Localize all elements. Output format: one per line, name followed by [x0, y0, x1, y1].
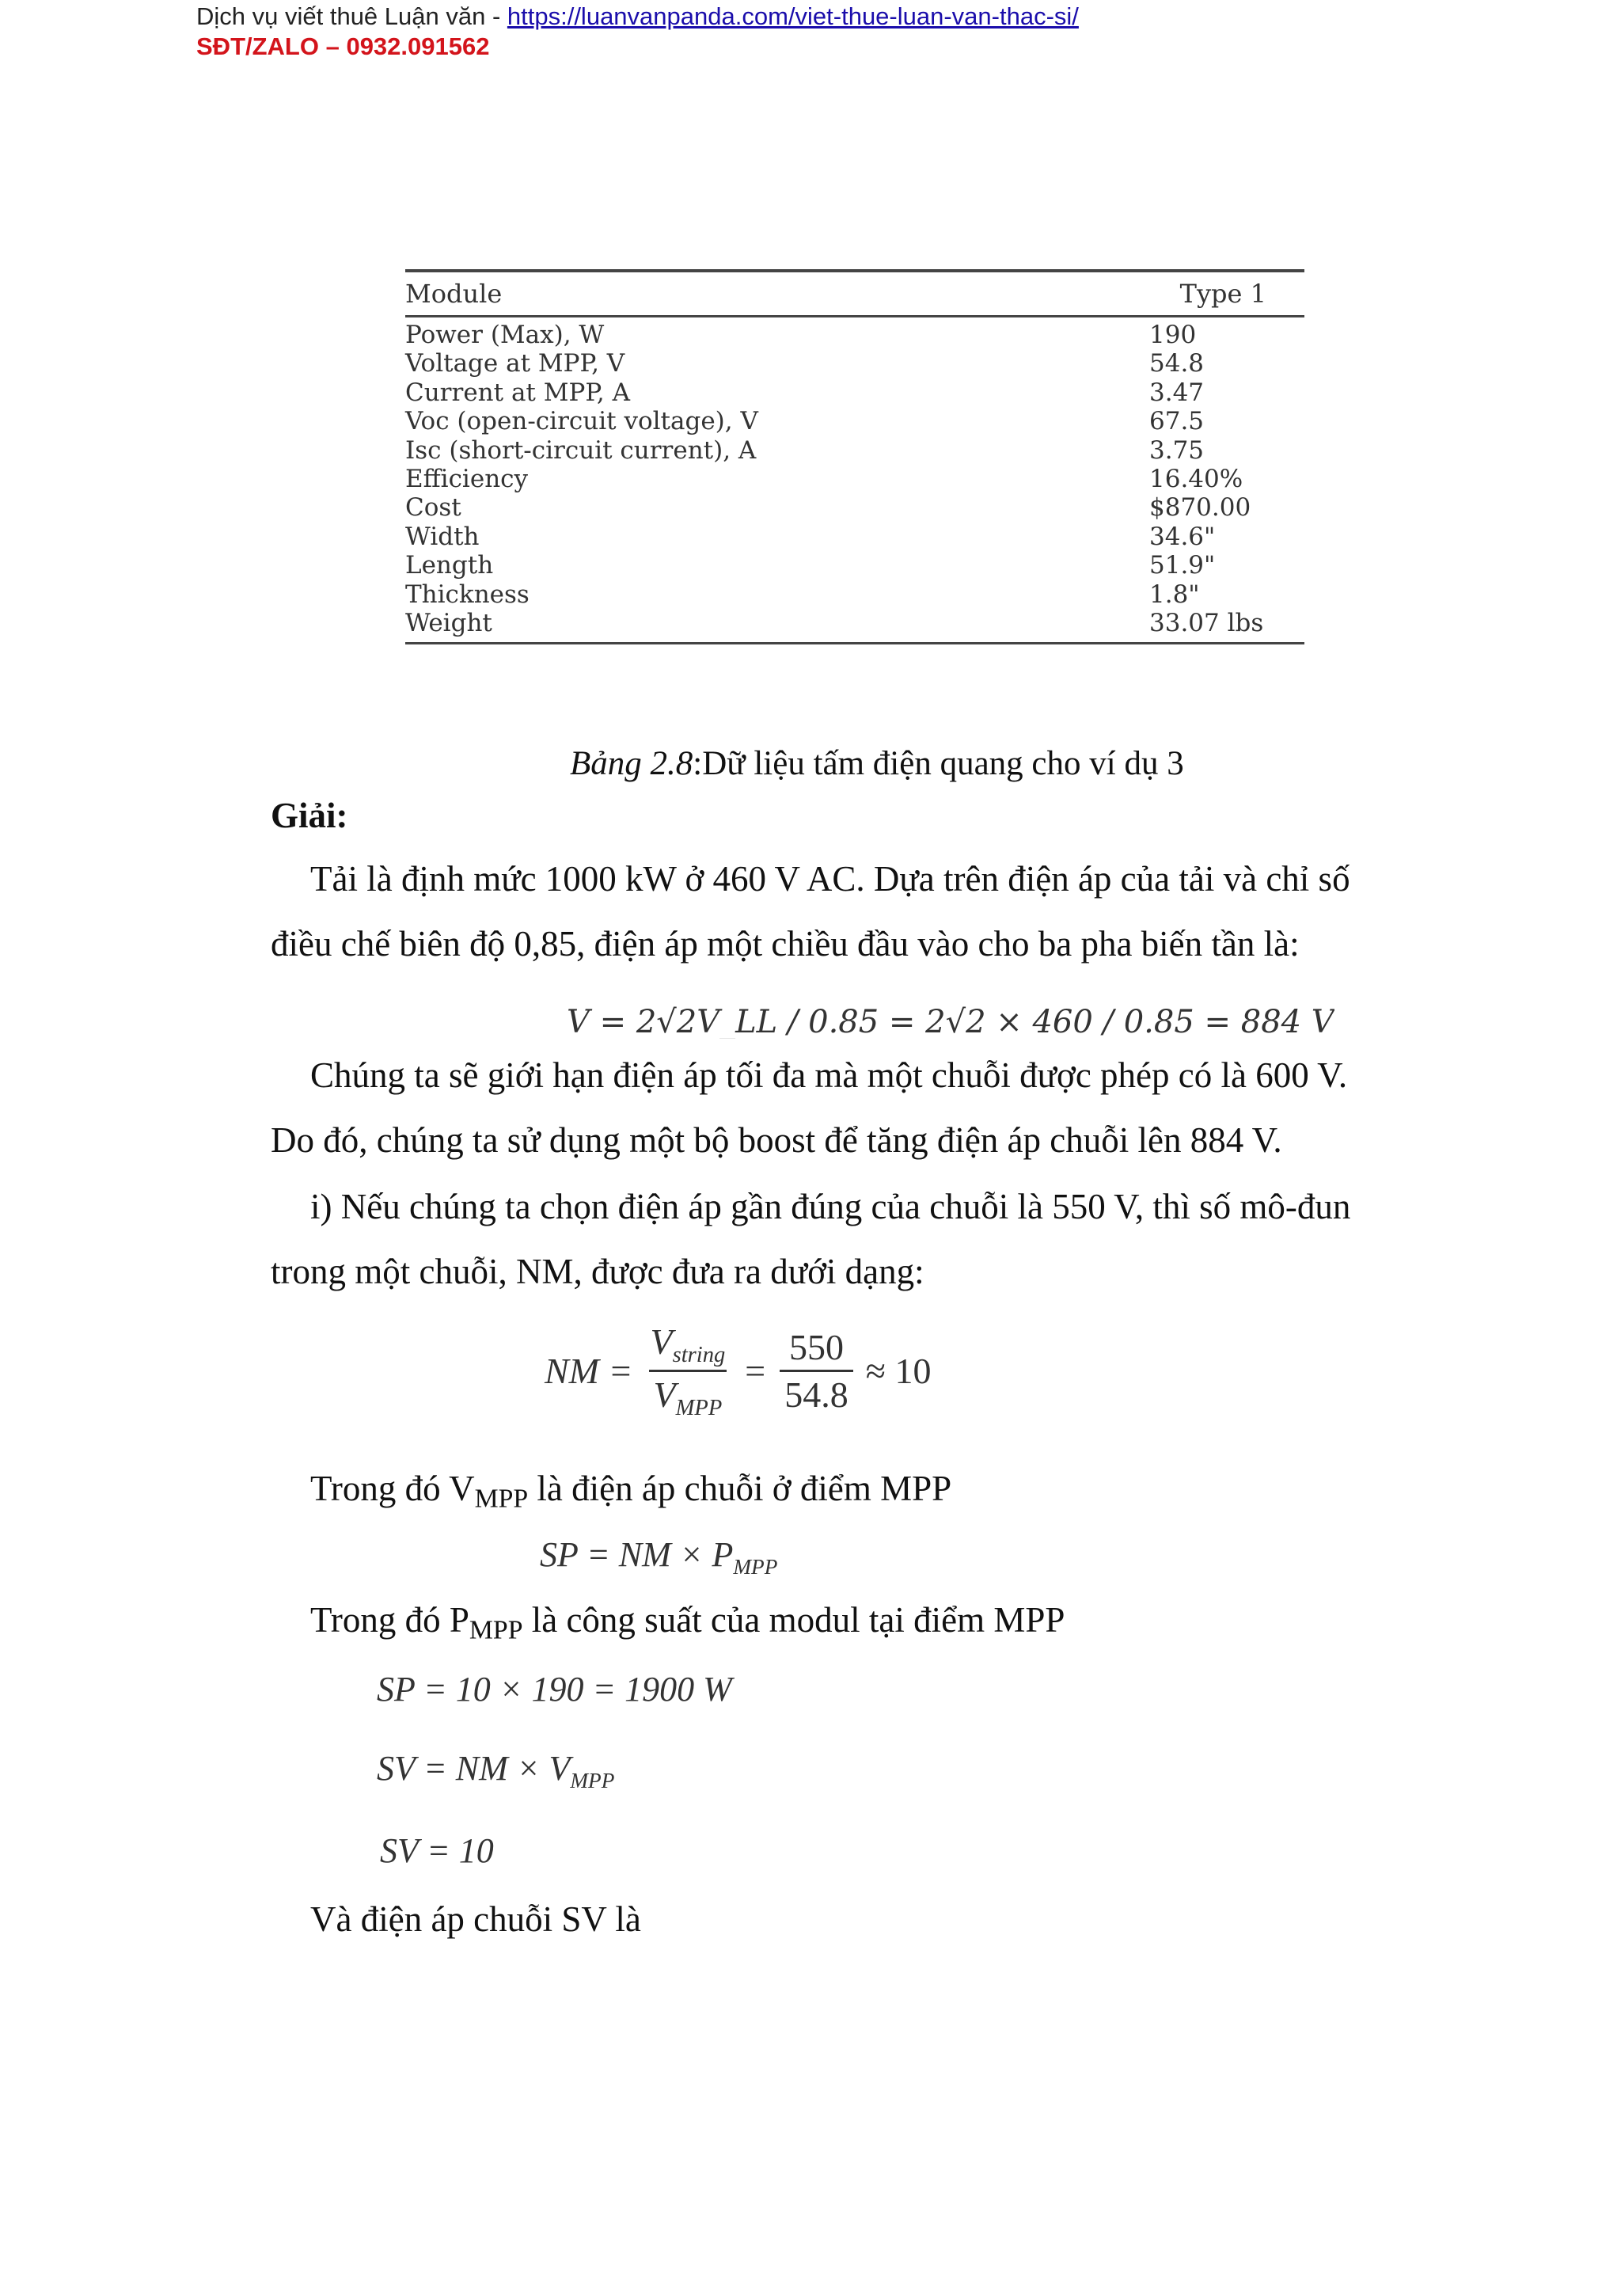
col-module-header: Module — [405, 279, 503, 309]
row-label: Current at MPP, A — [405, 378, 631, 407]
vmpp-desc: là điện áp chuỗi ở điểm MPP — [528, 1469, 952, 1508]
paragraph-line: trong một chuỗi, NM, được đưa ra dưới dạng: — [271, 1252, 924, 1291]
paragraph-line: Do đó, chúng ta sử dụng một bộ boost để tăng điện áp chuỗi lên 884 V. — [271, 1120, 1282, 1160]
nm-fraction-numeric — [780, 1326, 853, 1416]
nm-denominator-sub: MPP — [675, 1396, 723, 1421]
nm-fraction-symbolic — [646, 1321, 731, 1421]
paragraph-line — [310, 1466, 951, 1521]
header-line — [196, 2, 1079, 32]
table-row — [405, 436, 1304, 465]
row-label: Cost — [405, 493, 461, 523]
paragraph-line: Tải là định mức 1000 kW ở 460 V AC. Dựa trên điện áp của tải và chỉ số — [310, 859, 1350, 899]
row-value: 3.75 — [1149, 435, 1205, 465]
sp-formula-sub: MPP — [733, 1554, 778, 1579]
row-label: Power (Max), W — [405, 321, 605, 349]
table-bottom-rule — [405, 642, 1304, 644]
header-contact: SĐT/ZALO – 0932.091562 — [196, 32, 490, 60]
table-row — [405, 378, 1304, 407]
table-row — [405, 321, 1304, 349]
row-label: Voltage at MPP, V — [405, 349, 625, 378]
header-prefix: Dịch vụ viết thuê Luận văn - — [196, 2, 507, 30]
row-value: 67.5 — [1149, 407, 1205, 436]
nm-numerator-sub: string — [672, 1343, 726, 1368]
row-value: 34.6" — [1149, 522, 1216, 551]
table-header-rule — [405, 315, 1304, 317]
sp-formula-text: SP = NM × P — [540, 1535, 734, 1574]
nm-denominator-value: 54.8 — [780, 1370, 853, 1416]
nm-denominator: V — [653, 1374, 676, 1416]
table-row — [405, 465, 1304, 493]
pmpp-text: Trong đó P — [310, 1600, 469, 1640]
caption-text: :Dữ liệu tấm điện quang cho ví dụ 3 — [693, 745, 1184, 782]
row-label: Efficiency — [405, 464, 529, 493]
row-value: 16.40% — [1149, 464, 1243, 493]
solution-heading: Giải: — [271, 796, 348, 835]
row-label: Length — [405, 551, 494, 580]
nm-numerator-value: 550 — [789, 1327, 845, 1368]
table-header — [405, 272, 1304, 315]
table-row — [405, 609, 1304, 637]
row-value: 51.9" — [1149, 551, 1216, 580]
table-row — [405, 523, 1304, 551]
voltage-equation: V = 2√2V_LL / 0.85 = 2√2 × 460 / 0.85 = 884 V — [567, 1004, 1334, 1039]
table-row — [405, 493, 1304, 522]
vmpp-text: Trong đó V — [310, 1469, 475, 1508]
row-label: Thickness — [405, 580, 530, 609]
caption-number: Bảng 2.8 — [570, 745, 693, 782]
row-value: 54.8 — [1149, 349, 1205, 378]
sv-formula-sub: MPP — [570, 1768, 615, 1792]
paragraph-line: Chúng ta sẽ giới hạn điện áp tối đa mà một chuỗi được phép có là 600 V. — [310, 1055, 1348, 1095]
row-value: 33.07 lbs — [1149, 608, 1264, 637]
sp-formula — [540, 1534, 777, 1579]
row-label: Width — [405, 522, 480, 551]
paragraph-line: Và điện áp chuỗi SV là — [310, 1899, 641, 1939]
table-row — [405, 551, 1304, 580]
table-caption — [570, 744, 1184, 783]
header-link[interactable]: https://luanvanpanda.com/viet-thue-luan-van-thac-si/ — [507, 2, 1079, 30]
row-value: 1.8" — [1149, 580, 1200, 609]
table-row — [405, 407, 1304, 435]
module-count-equation — [545, 1321, 932, 1421]
sv-value-equation: SV = 10 — [380, 1831, 494, 1870]
nm-result: ≈ 10 — [865, 1351, 932, 1392]
nm-label: NM = — [545, 1351, 633, 1392]
paragraph-line: i) Nếu chúng ta chọn điện áp gần đúng của chuỗi là 550 V, thì số mô-đun — [310, 1187, 1351, 1226]
nm-equals: = — [742, 1351, 768, 1392]
row-label: Weight — [405, 608, 492, 637]
sv-formula-text: SV = NM × V — [377, 1749, 571, 1788]
row-value: 3.47 — [1149, 378, 1205, 407]
paragraph-line — [310, 1598, 1065, 1652]
row-value: 190 — [1149, 321, 1197, 349]
nm-numerator: V — [650, 1321, 673, 1362]
row-label: Isc (short-circuit current), A — [405, 435, 757, 465]
pmpp-sub: MPP — [469, 1615, 523, 1645]
module-data-table — [405, 269, 1304, 644]
table-row — [405, 580, 1304, 609]
col-type-header: Type 1 — [1179, 279, 1266, 309]
sv-formula — [377, 1748, 614, 1793]
row-label: Voc (open-circuit voltage), V — [405, 407, 758, 436]
vmpp-sub: MPP — [474, 1484, 529, 1514]
table-row — [405, 349, 1304, 378]
row-value: $870.00 — [1149, 493, 1251, 523]
paragraph-line: điều chế biên độ 0,85, điện áp một chiều đầu vào cho ba pha biến tần là: — [271, 924, 1300, 964]
sp-value-equation: SP = 10 × 190 = 1900 W — [377, 1670, 732, 1709]
pmpp-desc: là công suất của modul tại điểm MPP — [522, 1600, 1065, 1640]
